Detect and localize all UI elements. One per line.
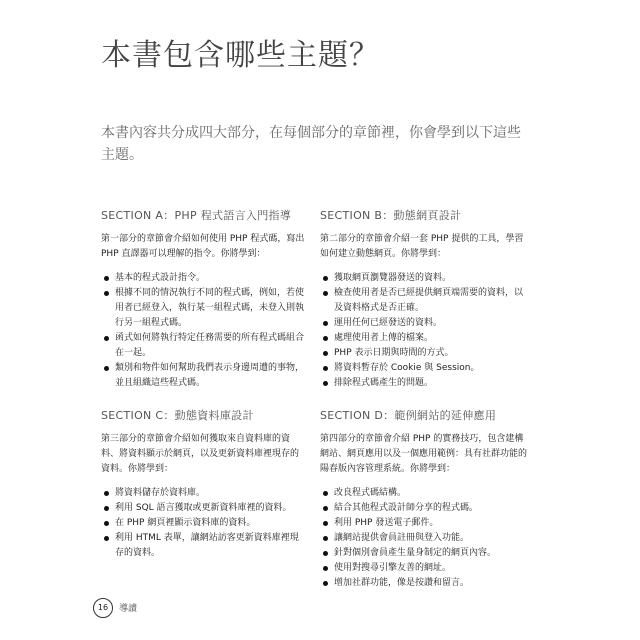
- topic-text: 運用任何已經發送的資料。: [334, 318, 443, 328]
- chapter-label: 導讀: [119, 604, 138, 614]
- topic-text: 檢查使用者是否已經提供網頁端需要的資料，以及資料格式是否正確。: [334, 288, 524, 313]
- bullet-icon: [323, 566, 328, 571]
- bullet-icon: [323, 491, 328, 496]
- topic-text: 根據不同的情況執行不同的程式碼，例如，若使用者已經登入，執行某一組程式碼，未登入則執行另一組程式碼。: [115, 288, 305, 328]
- topic-text: 函式如何將執行特定任務需要的所有程式碼組合在一起。: [115, 333, 305, 358]
- topic-list: [101, 271, 306, 391]
- topic-item: [320, 576, 528, 591]
- bullet-icon: [323, 551, 328, 556]
- topic-list: [320, 271, 525, 391]
- topic-item: [101, 271, 306, 286]
- section-heading: SECTION B：動態網頁設計: [320, 209, 462, 222]
- topic-text: 處理使用者上傳的檔案。: [334, 333, 434, 343]
- section-heading: SECTION D：範例網站的延伸應用: [320, 409, 497, 422]
- topic-item: [320, 486, 528, 501]
- bullet-icon: [323, 336, 328, 341]
- topic-item: [320, 346, 525, 361]
- topic-text: 基本的程式設計指令。: [115, 273, 206, 283]
- section-description: 第三部分的章節會介紹如何獲取來自資料庫的資料、將資料顯示於網頁，以及更新資料庫裡現存的資料。你將學到：: [101, 434, 300, 474]
- bullet-icon: [104, 276, 109, 281]
- bullet-icon: [323, 366, 328, 371]
- section-d: [320, 407, 528, 591]
- section-description: 第四部分的章節會介紹 PHP 的實務技巧，包含建構網站、網頁應用以及一個應用範例：具有社群功能的陽春版內容管理系統。你將學到：: [320, 434, 528, 474]
- bullet-icon: [323, 521, 328, 526]
- topic-text: 排除程式碼產生的問題。: [334, 378, 434, 388]
- topic-text: 增加社群功能，像是按讚和留言。: [334, 578, 470, 588]
- bullet-icon: [104, 491, 109, 496]
- topic-item: [320, 271, 525, 286]
- topic-item: [101, 286, 306, 331]
- bullet-icon: [323, 321, 328, 326]
- topic-item: [320, 361, 525, 376]
- topic-item: [320, 516, 528, 531]
- topic-item: [320, 331, 525, 346]
- section-heading: SECTION A：PHP 程式語言入門指導: [101, 209, 292, 222]
- topic-list: [101, 486, 306, 561]
- topic-text: 改良程式碼結構。: [334, 488, 407, 498]
- intro-paragraph: 本書內容共分成四大部分，在每個部分的章節裡，你會學到以下這些主題。: [101, 125, 521, 163]
- topic-item: [101, 531, 306, 561]
- topic-item: [320, 316, 525, 331]
- section-b: [320, 207, 525, 391]
- bullet-icon: [104, 291, 109, 296]
- topic-item: [320, 531, 528, 546]
- topic-list: [320, 486, 528, 591]
- topic-item: [320, 286, 525, 316]
- bullet-icon: [323, 291, 328, 296]
- topic-item: [320, 561, 528, 576]
- topic-text: 將資料儲存於資料庫。: [115, 488, 206, 498]
- bullet-icon: [104, 536, 109, 541]
- topic-item: [101, 516, 306, 531]
- topic-text: 利用 PHP 發送電子郵件。: [334, 518, 439, 528]
- bullet-icon: [323, 381, 328, 386]
- bullet-icon: [323, 351, 328, 356]
- bullet-icon: [104, 336, 109, 341]
- topic-text: 在 PHP 網頁裡顯示資料庫的資料。: [115, 518, 256, 528]
- topic-text: 使用對搜尋引擎友善的網址。: [334, 563, 452, 573]
- bullet-icon: [104, 521, 109, 526]
- bullet-icon: [323, 506, 328, 511]
- topic-text: 結合其他程式設計師分享的程式碼。: [334, 503, 479, 513]
- topic-text: 讓網站提供會員註冊與登入功能。: [334, 533, 470, 543]
- section-c: [101, 407, 306, 561]
- section-a: [101, 207, 306, 391]
- section-heading: SECTION C：動態資料庫設計: [101, 409, 254, 422]
- page-number-badge: 16: [93, 598, 113, 618]
- topic-text: 利用 HTML 表單，讓網站訪客更新資料庫裡現存的資料。: [115, 533, 299, 558]
- topic-item: [101, 486, 306, 501]
- bullet-icon: [104, 506, 109, 511]
- topic-item: [320, 546, 528, 561]
- topic-text: 獲取網頁瀏覽器發送的資料。: [334, 273, 452, 283]
- topic-item: [101, 331, 306, 361]
- topic-text: 利用 SQL 語言獲取或更新資料庫裡的資料。: [115, 503, 292, 513]
- topic-text: PHP 表示日期與時間的方式。: [334, 348, 454, 358]
- topic-item: [101, 501, 306, 516]
- bullet-icon: [323, 276, 328, 281]
- page-title: 本書包含哪些主題？: [101, 38, 380, 73]
- topic-item: [320, 376, 525, 391]
- section-description: 第一部分的章節會介紹如何使用 PHP 程式碼，寫出 PHP 直譯器可以理解的指令。你將學到：: [101, 234, 305, 259]
- bullet-icon: [323, 581, 328, 586]
- topic-text: 針對個別會員產生量身制定的網頁內容。: [334, 548, 497, 558]
- topic-item: [320, 501, 528, 516]
- topic-text: 類別和物件如何幫助我們表示身邊周遭的事物，並且組織這些程式碼。: [115, 363, 305, 388]
- bullet-icon: [323, 536, 328, 541]
- topic-item: [101, 361, 306, 391]
- bullet-icon: [104, 366, 109, 371]
- section-description: 第二部分的章節會介紹一套 PHP 提供的工具，學習如何建立動態網頁。你將學到：: [320, 234, 524, 259]
- topic-text: 將資料暫存於 Cookie 與 Session。: [334, 363, 480, 373]
